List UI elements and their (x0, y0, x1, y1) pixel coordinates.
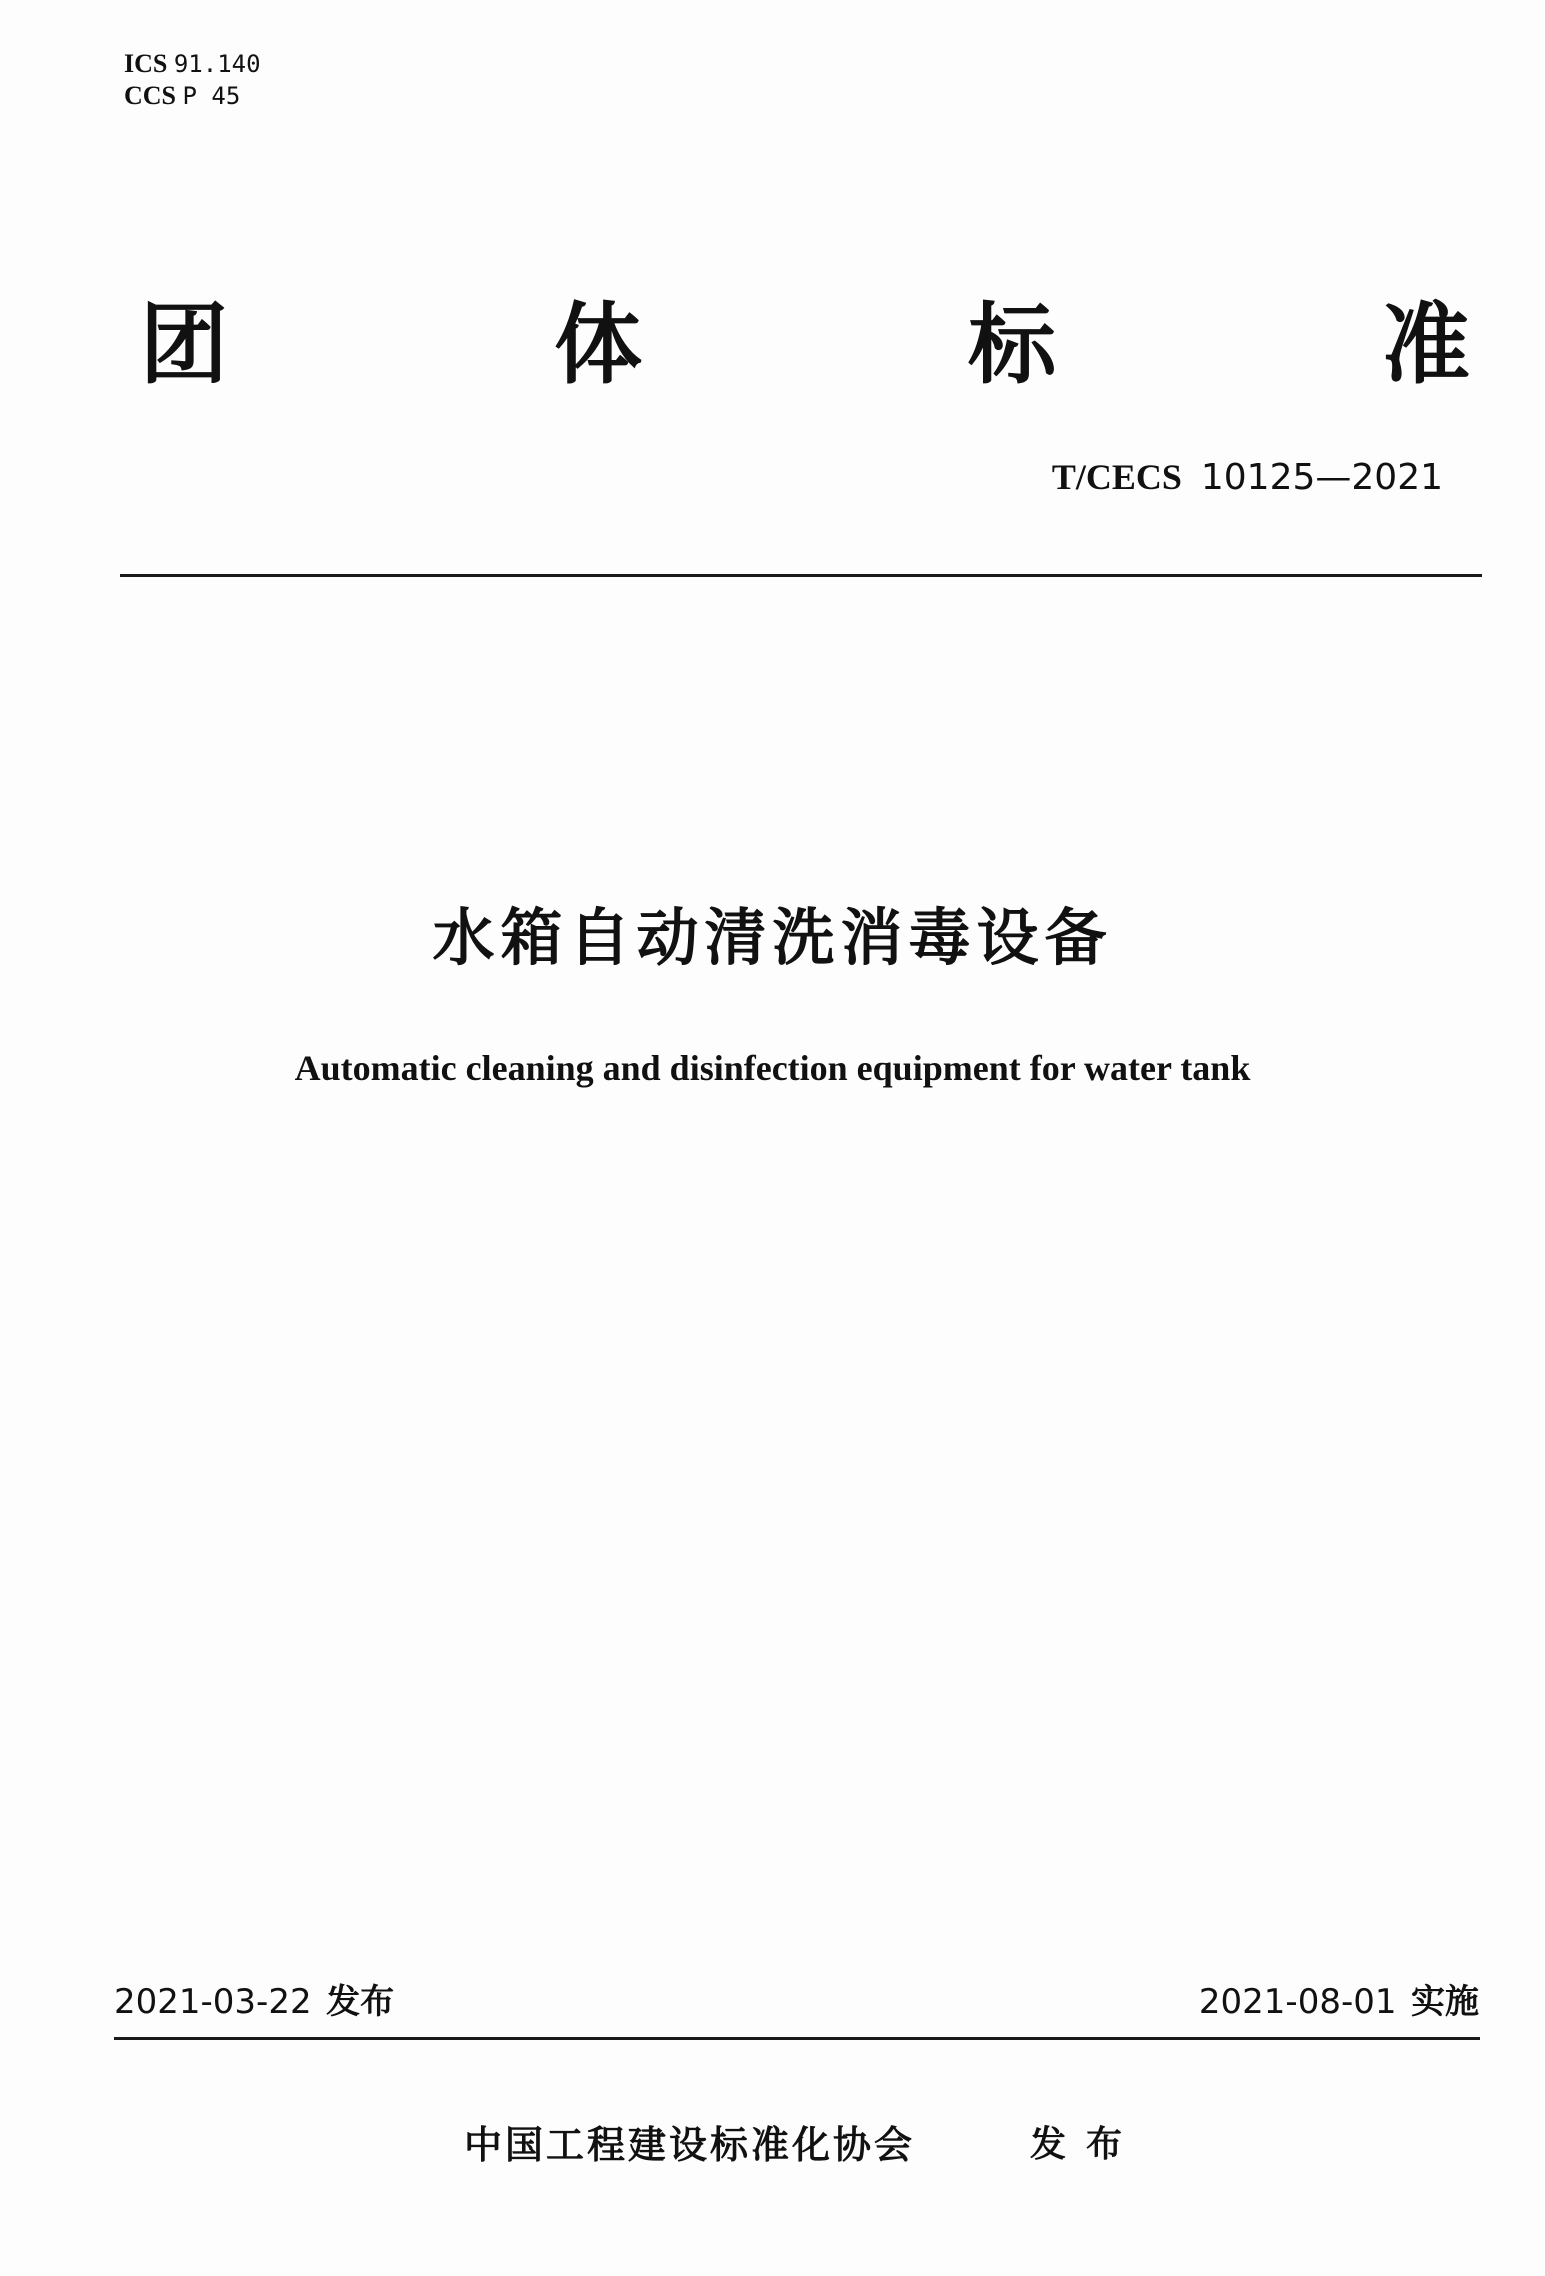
issue-date-value: 2021-03-22 (114, 1982, 312, 2022)
implementation-date (1199, 1980, 1479, 2025)
banner-char-2: 体 (553, 293, 642, 396)
standard-code (1052, 455, 1443, 500)
classification-codes (124, 48, 261, 112)
standard-prefix: T/CECS (1051, 457, 1182, 497)
publish-label: 发布 (1030, 2124, 1143, 2165)
ccs-value: P 45 (182, 82, 241, 110)
top-divider (120, 574, 1482, 577)
ics-code (124, 48, 261, 80)
ics-label: ICS (124, 49, 168, 78)
title-english: Automatic cleaning and disinfection equipment for water tank (294, 1048, 1251, 1088)
ics-value: 91.140 (173, 50, 261, 78)
issue-date-label: 发布 (326, 1982, 395, 2022)
ccs-code (124, 80, 261, 112)
banner-char-4: 准 (1381, 293, 1470, 396)
ccs-label: CCS (124, 81, 177, 110)
issue-date (114, 1980, 394, 2025)
publisher-name: 中国工程建设标准化协会 (464, 2123, 916, 2167)
standard-number: 10125—2021 (1200, 457, 1443, 498)
implementation-date-value: 2021-08-01 (1198, 1982, 1397, 2022)
implementation-date-label: 实施 (1411, 1982, 1479, 2022)
banner-char-3: 标 (967, 293, 1056, 396)
standard-type-banner (140, 290, 1470, 400)
banner-char-1: 团 (140, 293, 229, 396)
title-chinese: 水箱自动清洗消毒设备 (432, 901, 1113, 974)
bottom-divider (114, 2037, 1480, 2040)
